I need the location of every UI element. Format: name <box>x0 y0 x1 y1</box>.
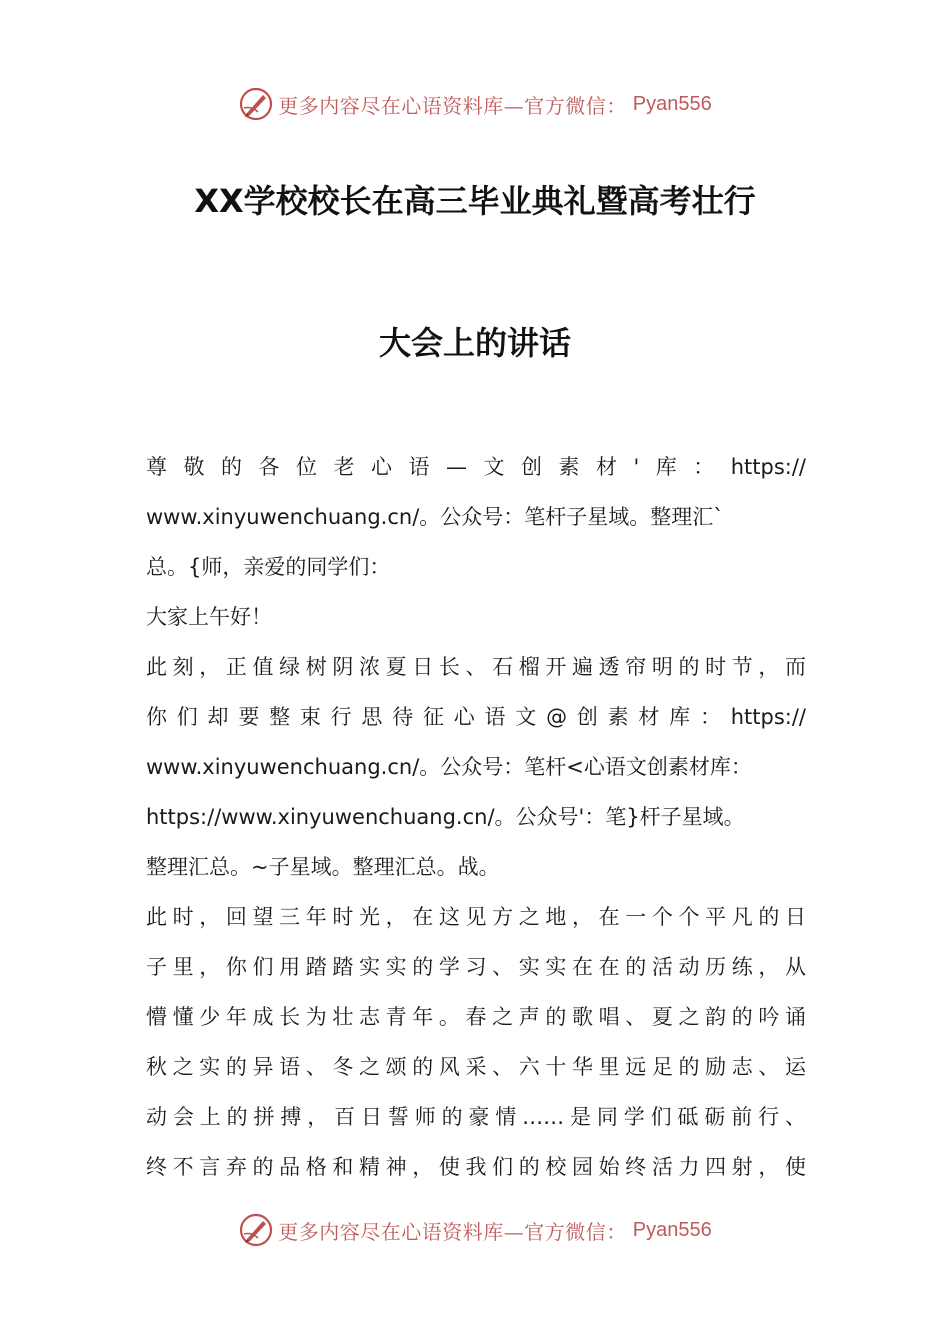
body-line: 此时，回望三年时光，在这见方之地，在一个个平凡的日 <box>146 905 806 929</box>
banner-wechat-id: Pyan556 <box>632 1218 712 1241</box>
document-title-line-1: XX学校校长在高三毕业典礼暨高考壮行 <box>194 182 756 220</box>
body-line: 秋之实的异语、冬之颂的风采、六十华里远足的励志、运 <box>146 1055 806 1079</box>
body-line: www.xinyuwenchuang.cn/。公众号：笔杆子星域。整理汇` <box>146 505 724 529</box>
body-line: www.xinyuwenchuang.cn/。公众号：笔杆<心语文创素材库： <box>146 755 752 779</box>
body-line: 终不言弃的品格和精神，使我们的校园始终活力四射，使 <box>146 1155 806 1179</box>
pen-logo-icon <box>238 86 274 122</box>
body-line: 动会上的拼搏，百日誓师的豪情……是同学们砥砺前行、 <box>146 1105 806 1129</box>
header-banner <box>0 84 950 124</box>
body-line: https://www.xinyuwenchuang.cn/。公众号'：笔}杆子星域。 <box>146 805 745 829</box>
body-line: 总。{师，亲爱的同学们： <box>146 555 391 579</box>
body-line: 子里，你们用踏踏实实的学习、实实在在的活动历练，从 <box>146 955 806 979</box>
banner-text: 更多内容尽在心语资料库—官方微信： <box>278 1219 627 1244</box>
pen-logo-icon <box>238 1212 274 1248</box>
body-line: 懵懂少年成长为壮志青年。春之声的歌唱、夏之韵的吟诵 <box>146 1005 806 1029</box>
body-line: 整理汇总。~子星域。整理汇总。战。 <box>146 855 500 879</box>
body-line: 此刻，正值绿树阴浓夏日长、石榴开遍透帘明的时节，而 <box>146 655 806 679</box>
document-title-line-2: 大会上的讲话 <box>378 324 571 362</box>
body-line: 你们却要整束行思待征心语文@创素材库：https:// <box>146 705 806 729</box>
body-line: 尊敬的各位老心语—文创素材'库：https:// <box>146 455 806 479</box>
banner-text: 更多内容尽在心语资料库—官方微信： <box>278 93 627 118</box>
banner-wechat-id: Pyan556 <box>632 92 712 115</box>
body-line: 大家上午好！ <box>146 605 272 629</box>
footer-banner <box>0 1210 950 1250</box>
